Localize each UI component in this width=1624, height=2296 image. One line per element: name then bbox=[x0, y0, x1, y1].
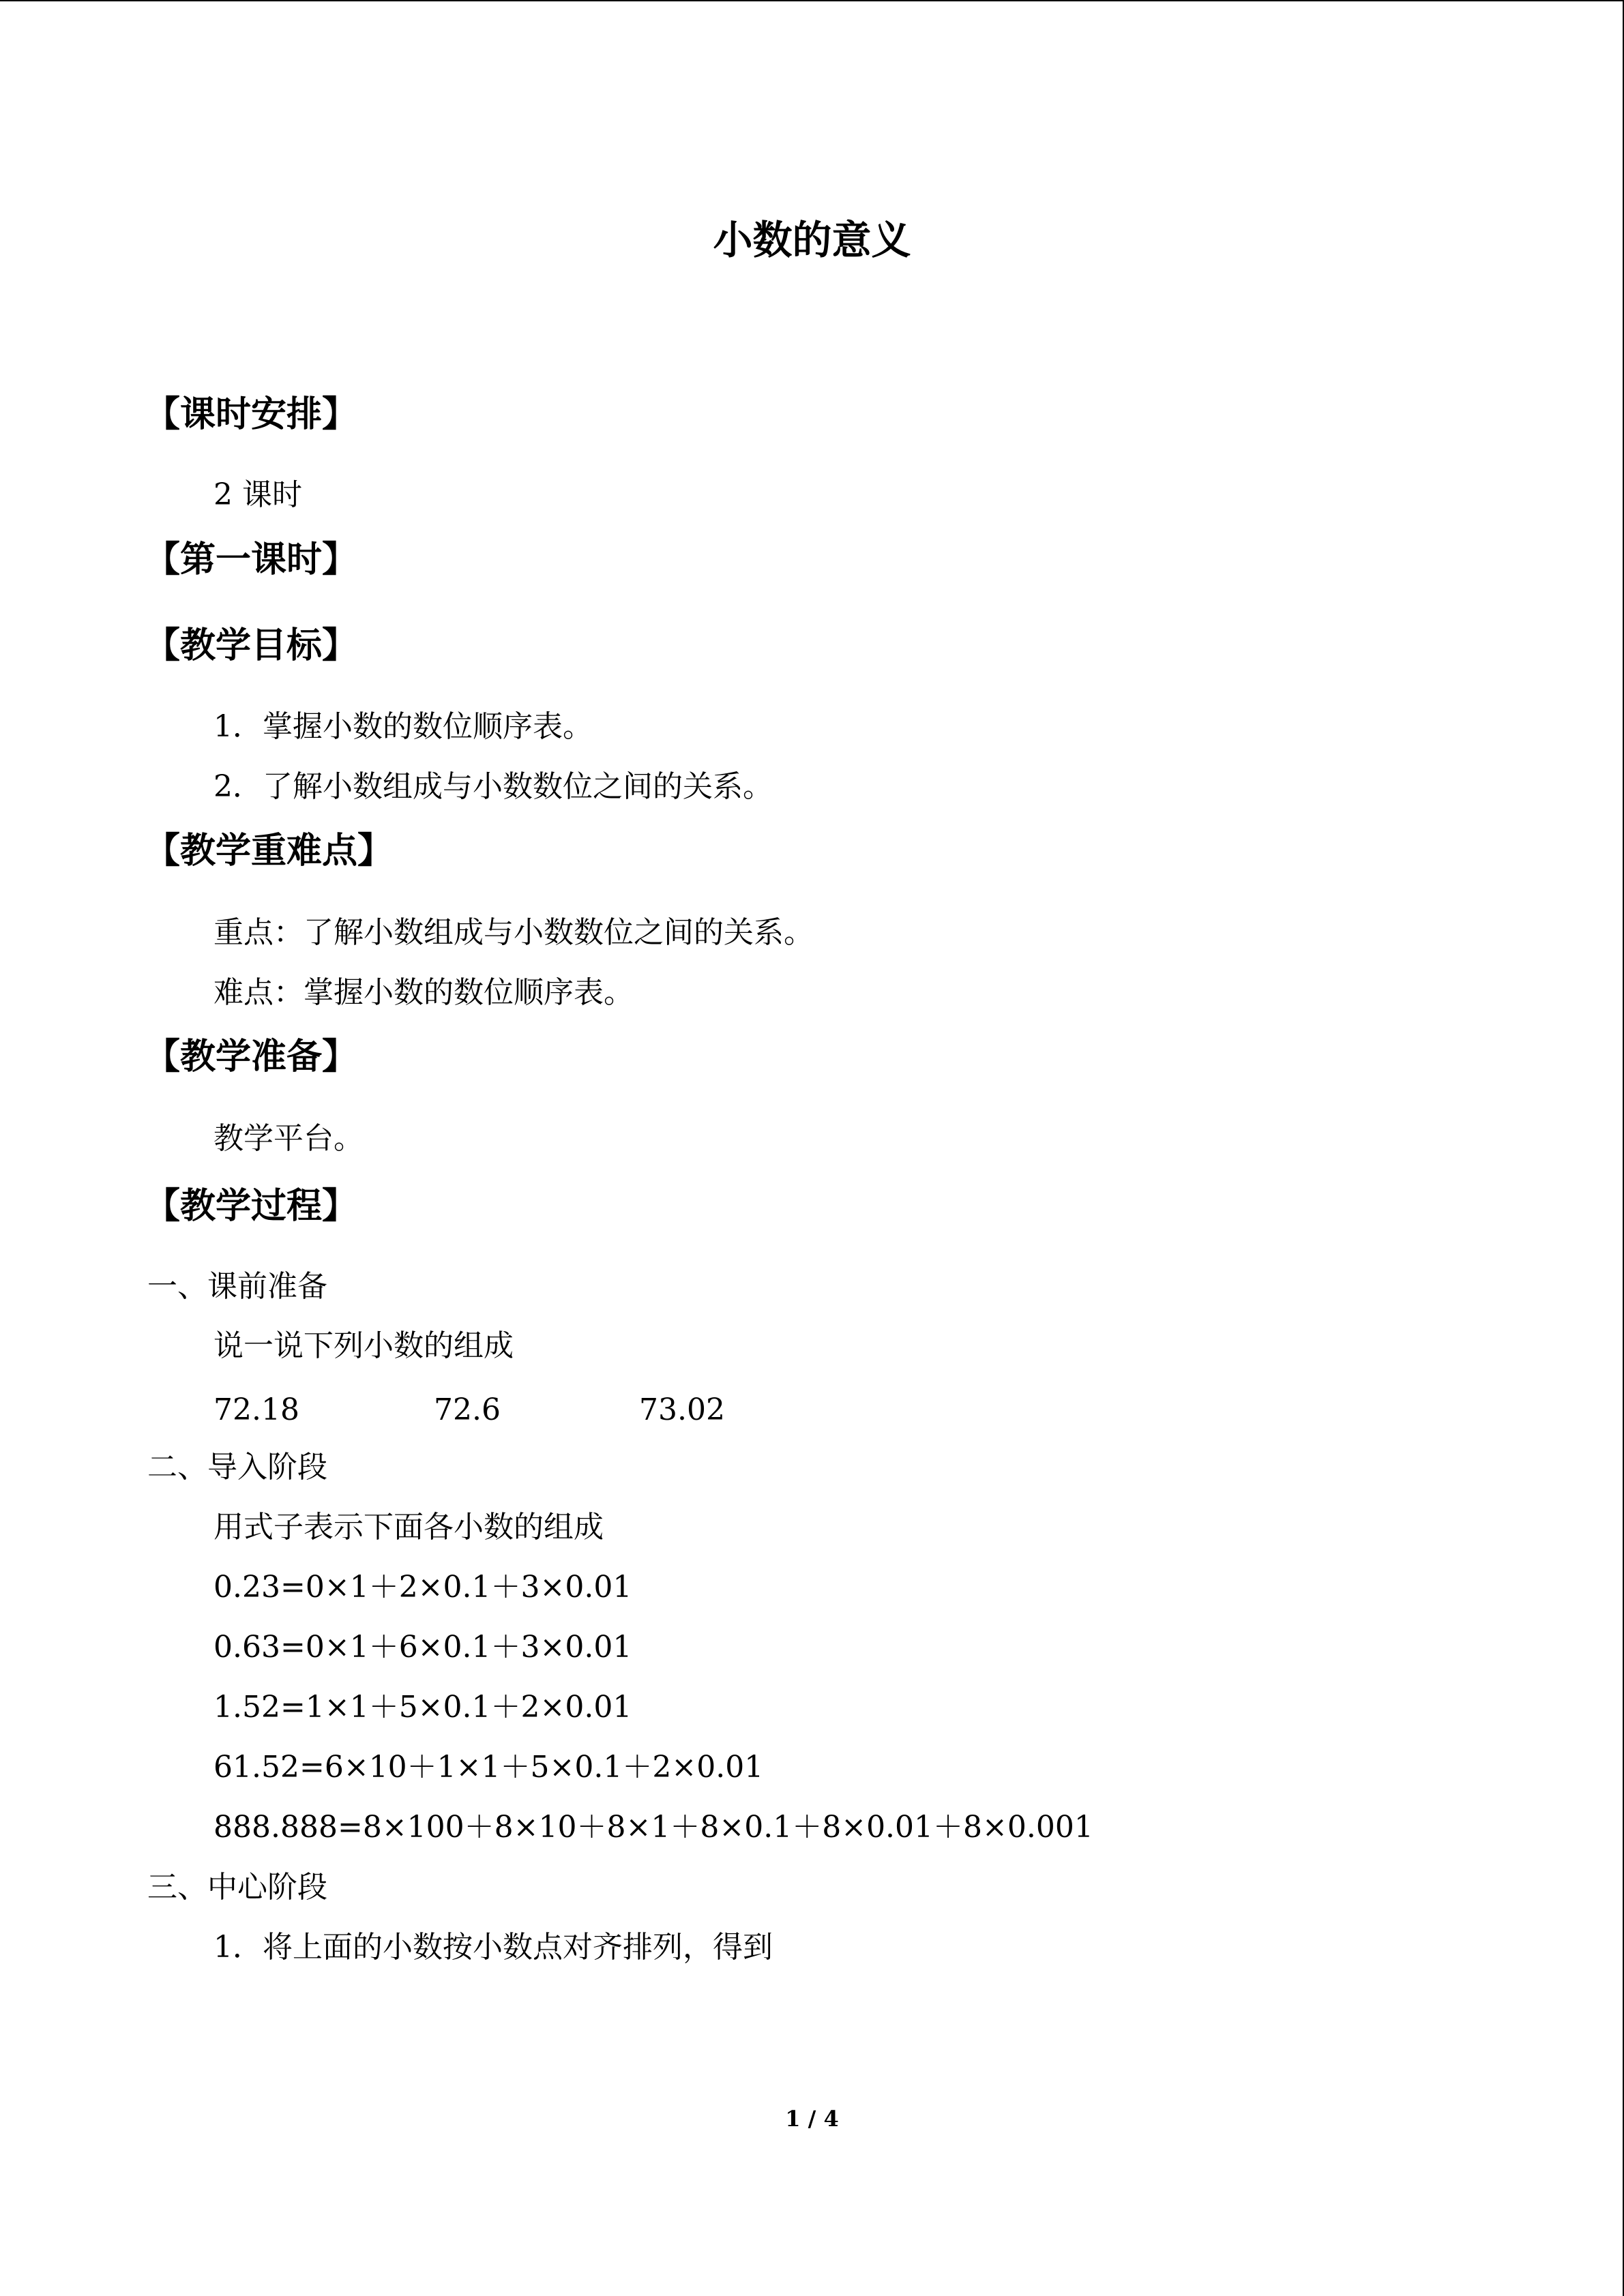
heading-preparation: 【教学准备】 bbox=[145, 1036, 358, 1077]
equation: 61.52=6×10＋1×1＋5×0.1＋2×0.01 bbox=[213, 1750, 764, 1785]
section-title-3: 三、中心阶段 bbox=[147, 1870, 327, 1905]
equation: 888.888=8×100＋8×10＋8×1＋8×0.1＋8×0.01＋8×0.001 bbox=[213, 1810, 1093, 1845]
page-number: 1 / 4 bbox=[785, 2106, 839, 2132]
heading-process: 【教学过程】 bbox=[145, 1185, 358, 1227]
keypoint-key: 重点：了解小数组成与小数数位之间的关系。 bbox=[213, 915, 814, 950]
decimal-number: 73.02 bbox=[639, 1392, 725, 1427]
section-prompt: 说一说下列小数的组成 bbox=[213, 1328, 514, 1363]
objective-item: 1．掌握小数的数位顺序表。 bbox=[213, 709, 593, 744]
heading-schedule: 【课时安排】 bbox=[145, 393, 358, 435]
keypoint-difficult: 难点：掌握小数的数位顺序表。 bbox=[213, 975, 634, 1010]
equation: 0.23=0×1＋2×0.1＋3×0.01 bbox=[213, 1570, 632, 1605]
equation: 1.52=1×1＋5×0.1＋2×0.01 bbox=[213, 1690, 632, 1725]
equation: 0.63=0×1＋6×0.1＋3×0.01 bbox=[213, 1630, 632, 1665]
page-title: 小数的意义 bbox=[713, 217, 911, 263]
section-prompt: 用式子表示下面各小数的组成 bbox=[213, 1510, 604, 1545]
decimal-number: 72.18 bbox=[213, 1392, 299, 1427]
preparation-text: 教学平台。 bbox=[213, 1121, 364, 1156]
section-title-1: 一、课前准备 bbox=[147, 1269, 327, 1304]
objective-item: 2．了解小数组成与小数数位之间的关系。 bbox=[213, 769, 773, 804]
heading-keypoints: 【教学重难点】 bbox=[145, 830, 394, 871]
schedule-text: 2 课时 bbox=[213, 477, 302, 512]
heading-objectives: 【教学目标】 bbox=[145, 625, 358, 666]
section-item: 1．将上面的小数按小数点对齐排列，得到 bbox=[213, 1930, 773, 1965]
heading-lesson1: 【第一课时】 bbox=[145, 539, 358, 580]
section-title-2: 二、导入阶段 bbox=[147, 1450, 327, 1485]
decimal-number: 72.6 bbox=[434, 1392, 501, 1427]
